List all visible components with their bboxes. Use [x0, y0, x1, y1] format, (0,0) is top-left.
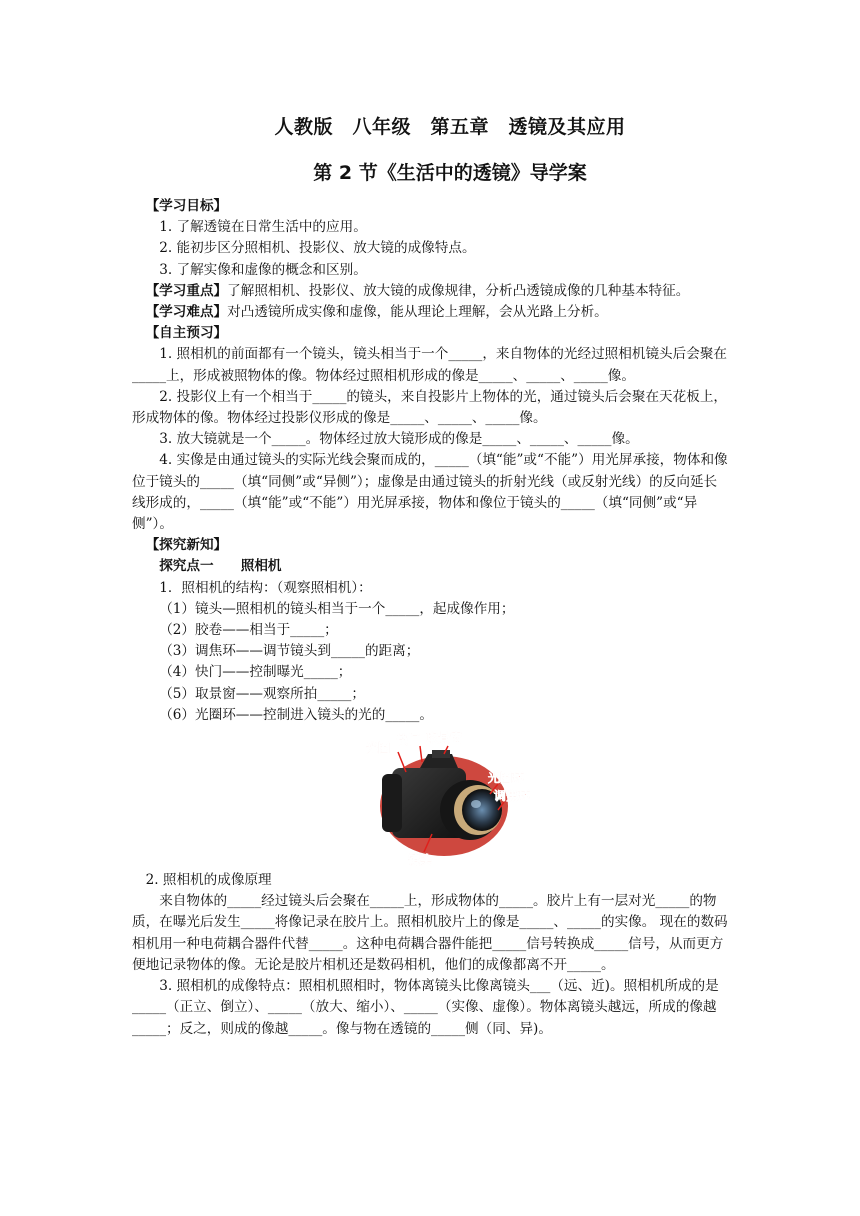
difficulties-paragraph — [132, 302, 728, 323]
imaging-principle-heading: 2. 照相机的成像原理 — [145, 872, 272, 889]
explore-point-title: 照相机 — [240, 558, 282, 575]
camera-structure-item: （5）取景窗——观察所拍_____； — [159, 685, 365, 702]
preview-question-1: 1. 照相机的前面都有一个镜头，镜头相当于一个_____，来自物体的光经过照相机镜头后会聚在_____上，形成被照物体的像。物体经过照相机形成的像是_____、_____、_____像。 — [132, 346, 728, 384]
label-shutter: 快门 — [396, 733, 421, 748]
preview-question-4: 4. 实像是由通过镜头的实际光线会聚而成的，_____（填“能”或“不能”）用光屏承接，物体和像位于镜头的_____（填“同侧”或“异侧”）；虚像是由通过镜头的折射光线（或反射光线）的反向延长线形成的，_____（填“能”或“不能”）用光屏承接，物体和像位于镜头的_____（填“同侧”或“异侧”）。 — [132, 452, 728, 533]
imaging-principle-text: 来自物体的_____经过镜头后会聚在_____上，形成物体的_____。胶片上有一层对光_____的物质，在曝光后发生_____将像记录在胶片上。照相机胶片上的像是_____、_____的实像。 现在的数码相机用一种电荷耦合器件代替_____。这种电荷耦合器件能把_____信号转换成_____信号，从而更方便地记录物体的像。无论是胶片相机还是数码相机，他们的成像都离不开_____。 — [132, 893, 728, 973]
camera-structure-item: （2）胶卷——相当于_____； — [159, 622, 338, 639]
difficulties-heading: 【学习难点】 — [145, 304, 228, 321]
camera-structure-item: （1）镜头—照相机的镜头相当于一个_____，起成像作用； — [159, 600, 515, 617]
section-title: 第 2 节《生活中的透镜》导学案 — [313, 162, 587, 184]
label-viewfinder: 取景窗 — [426, 731, 463, 746]
key-points-text: 了解照相机、投影仪、放大镜的成像规律，分析凸透镜成像的几种基本特征。 — [227, 282, 690, 299]
explore-heading: 【探究新知】 — [145, 537, 228, 554]
preview-question-2: 2. 投影仪上有一个相当于_____的镜头，来自投影片上物体的光，通过镜头后会聚在天花板上，形成物体的像。物体经过投影仪形成的像是_____、_____、_____像。 — [132, 388, 728, 427]
camera-structure-item: （3）调焦环——调节镜头到_____的距离； — [159, 643, 420, 660]
document-title: 人教版 八年级 第五章 透镜及其应用 — [274, 116, 626, 138]
preview-question-3: 3. 放大镜就是一个_____。物体经过放大镜形成的像是_____、_____、_____像。 — [159, 431, 639, 448]
label-aperture: 光圈 — [366, 741, 391, 756]
camera-structure-item: （6）光圈环——控制进入镜头的光的_____。 — [159, 706, 433, 723]
objective-item: 2. 能初步区分照相机、投影仪、放大镜的成像特点。 — [159, 240, 476, 257]
document-body — [132, 196, 728, 1040]
difficulties-text: 对凸透镜所成实像和虚像，能从理论上理解，会从光路上分析。 — [227, 304, 608, 321]
camera-figure — [132, 728, 728, 866]
imaging-features-text: 3. 照相机的成像特点：照相机照相时，物体离镜头比像离镜头___（远、近)。照相机所成的是_____（正立、倒立）、_____（放大、缩小）、_____（实像、虚像）。物体离镜头越远，所成的像越_____；反之，则成的像越_____。像与物在透镜的_____侧（同、异)。 — [132, 978, 719, 1037]
camera-structure-intro: 1．照相机的结构：（观察照相机）： — [159, 579, 372, 596]
preview-heading: 【自主预习】 — [145, 325, 228, 342]
objective-item: 3. 了解实像和虚像的概念和区别。 — [159, 261, 367, 278]
label-focus-ring: 调焦环 — [494, 789, 531, 804]
explore-point-label: 探究点一 — [159, 558, 214, 575]
camera-structure-item: （4）快门——控制曝光_____； — [159, 664, 352, 681]
objective-item: 1. 了解透镜在日常生活中的应用。 — [159, 219, 367, 236]
explore-point-heading — [132, 556, 728, 577]
objectives-heading: 【学习目标】 — [145, 198, 228, 214]
key-points-heading: 【学习重点】 — [145, 282, 228, 299]
camera-illustration — [362, 728, 542, 866]
label-lens: 镜头 — [408, 853, 433, 867]
label-aperture-ring: 光圈环 — [488, 771, 525, 786]
key-points-paragraph — [132, 281, 728, 302]
